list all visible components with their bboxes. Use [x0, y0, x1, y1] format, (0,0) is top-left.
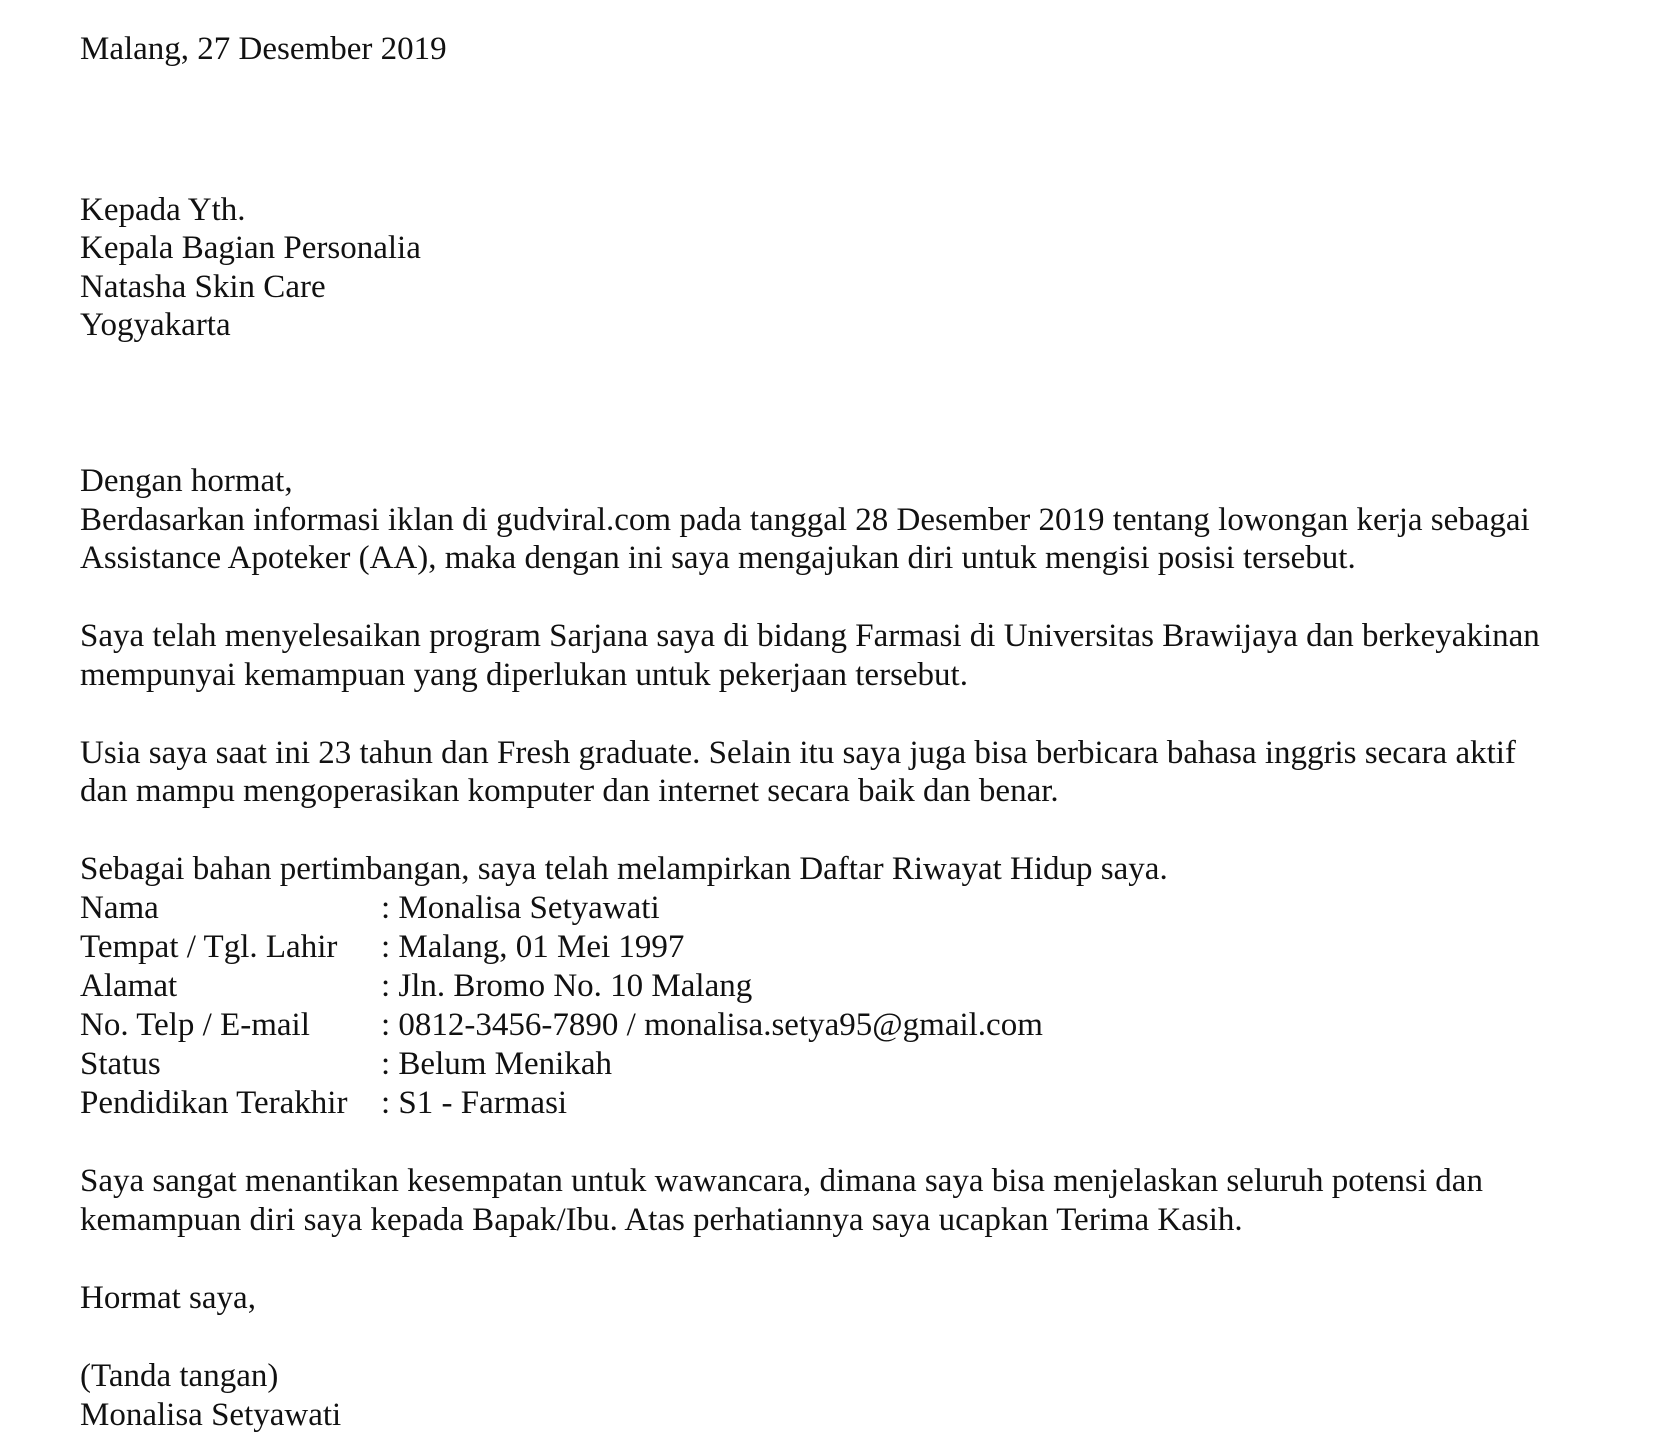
detail-row — [80, 928, 684, 967]
detail-label: Alamat — [80, 968, 178, 1004]
paragraph-line: Saya sangat menantikan kesempatan untuk wawancara, dimana saya bisa menjelaskan seluruh potensi dan — [80, 1163, 1483, 1199]
detail-row — [80, 1084, 567, 1123]
detail-value: : Malang, 01 Mei 1997 — [381, 929, 685, 965]
paragraph-line: Usia saya saat ini 23 tahun dan Fresh graduate. Selain itu saya juga bisa berbicara bahasa inggris secara aktif — [80, 735, 1516, 771]
detail-label: Nama — [80, 890, 159, 926]
detail-value: : Monalisa Setyawati — [381, 890, 660, 926]
letter-date: Malang, 27 Desember 2019 — [80, 31, 447, 67]
detail-row — [80, 1006, 1043, 1045]
detail-row — [80, 967, 752, 1006]
detail-row — [80, 889, 660, 928]
signature-placeholder: (Tanda tangan) — [80, 1358, 279, 1394]
recipient-line: Natasha Skin Care — [80, 269, 326, 305]
paragraph-line: mempunyai kemampuan yang diperlukan untuk pekerjaan tersebut. — [80, 657, 968, 693]
detail-label: No. Telp / E-mail — [80, 1007, 310, 1043]
paragraph-line: dan mampu mengoperasikan komputer dan internet secara baik dan benar. — [80, 773, 1059, 809]
paragraph-line: Berdasarkan informasi iklan di gudviral.com pada tanggal 28 Desember 2019 tentang lowongan kerja sebagai — [80, 502, 1530, 538]
closing: Hormat saya, — [80, 1280, 256, 1316]
detail-label: Tempat / Tgl. Lahir — [80, 929, 338, 965]
recipient-line: Kepada Yth. — [80, 192, 246, 228]
detail-value: : Jln. Bromo No. 10 Malang — [381, 968, 753, 1004]
detail-value: : S1 - Farmasi — [381, 1085, 568, 1121]
recipient-line: Kepala Bagian Personalia — [80, 230, 421, 266]
detail-value: : Belum Menikah — [381, 1046, 612, 1082]
detail-value: : 0812-3456-7890 / monalisa.setya95@gmail.com — [381, 1007, 1043, 1043]
salutation: Dengan hormat, — [80, 463, 293, 499]
detail-label: Pendidikan Terakhir — [80, 1085, 348, 1121]
recipient-line: Yogyakarta — [80, 307, 231, 343]
paragraph-line: Saya telah menyelesaikan program Sarjana saya di bidang Farmasi di Universitas Brawijaya dan berkeyakinan — [80, 618, 1540, 654]
paragraph-line: Assistance Apoteker (AA), maka dengan ini saya mengajukan diri untuk mengisi posisi tersebut. — [80, 540, 1356, 576]
paragraph-line: kemampuan diri saya kepada Bapak/Ibu. Atas perhatiannya saya ucapkan Terima Kasih. — [80, 1202, 1243, 1238]
signer-name: Monalisa Setyawati — [80, 1397, 342, 1433]
detail-label: Status — [80, 1046, 161, 1082]
attachment-note: Sebagai bahan pertimbangan, saya telah melampirkan Daftar Riwayat Hidup saya. — [80, 851, 1168, 887]
detail-row — [80, 1045, 612, 1084]
